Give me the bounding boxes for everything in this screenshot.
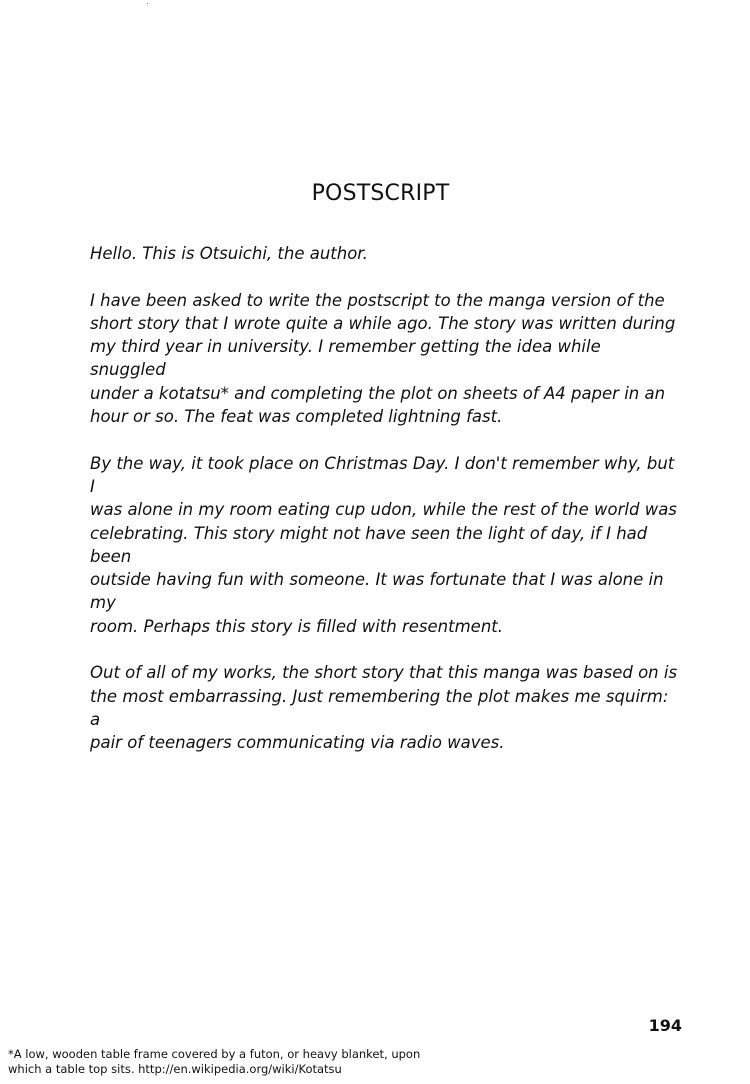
paragraph-christmas: By the way, it took place on Christmas Day. I don't remember why, but I was alone in my room eating cup udon, while the rest of the world was celebrating. This story might not have seen the light of day, if I had been outside having fun with someone. It was fortunate that I was alone in my room. Perhaps this story is filled with resentment. xyxy=(90,453,677,636)
scan-speck xyxy=(147,3,148,4)
footnote: *A low, wooden table frame covered by a futon, or heavy blanket, upon which a table top sits. http://en.wikipedia.org/wiki/Kotatsu xyxy=(8,1047,421,1076)
paragraph-greeting: Hello. This is Otsuichi, the author. xyxy=(90,244,368,263)
page-title: POSTSCRIPT xyxy=(311,181,450,206)
postscript-body xyxy=(90,242,680,778)
page-number: 194 xyxy=(648,1016,682,1035)
paragraph-origin: I have been asked to write the postscript to the manga version of the short story that I wrote quite a while ago. The story was written during my third year in university. I remember getting the idea while snuggled under a kotatsu* and completing the plot on sheets of A4 paper in an hour or so. The feat was completed lightning fast. xyxy=(90,290,676,427)
paragraph-embarrassing: Out of all of my works, the short story that this manga was based on is the most embarrassing. Just remembering the plot makes me squirm: a pair of teenagers communicating via radio waves. xyxy=(90,663,678,753)
